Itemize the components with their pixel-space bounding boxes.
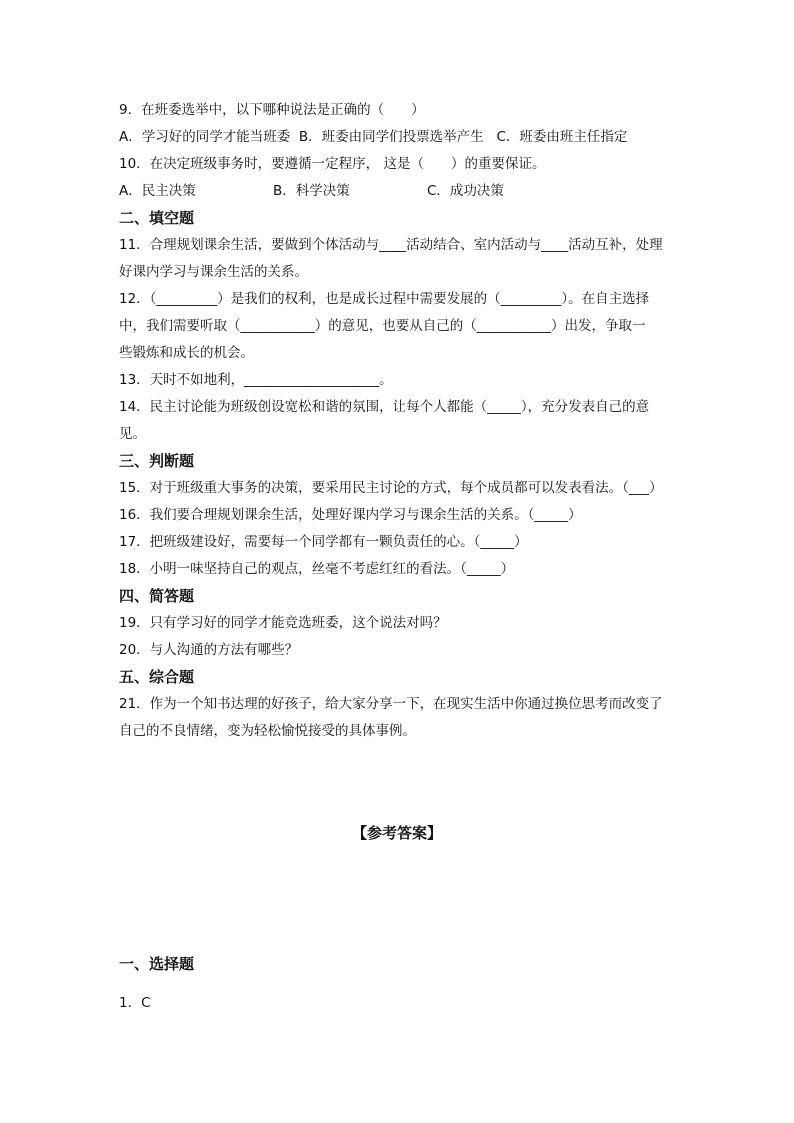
section-fill-in-title: 二、填空题 <box>119 209 195 227</box>
answer-section-choice-title: 一、选择题 <box>119 955 195 973</box>
question-14-line-2: 见。 <box>119 426 146 442</box>
answer-1: 1．C <box>119 995 151 1011</box>
section-comprehensive-title: 五、综合题 <box>119 668 195 686</box>
question-11-line-1: 11．合理规划课余生活，要做到个体活动与____活动结合、室内活动与____活动互补，处理 <box>119 237 663 253</box>
question-17: 17．把班级建设好，需要每一个同学都有一颗负责任的心。（_____） <box>119 534 528 550</box>
question-9-options: A．学习好的同学才能当班委 B．班委由同学们投票选举产生 C．班委由班主任指定 <box>119 129 628 145</box>
question-15: 15．对于班级重大事务的决策，要采用民主讨论的方式，每个成员都可以发表看法。（___） <box>119 480 663 496</box>
question-21-line-1: 21．作为一个知书达理的好孩子，给大家分享一下，在现实生活中你通过换位思考而改变了 <box>119 696 663 712</box>
question-12-line-2: 中，我们需要听取（___________）的意见，也要从自己的（___________）出发，争取一 <box>119 318 646 334</box>
section-short-answer-title: 四、简答题 <box>119 587 195 605</box>
question-14-line-1: 14．民主讨论能为班级创设宽松和谐的氛围，让每个人都能（_____），充分发表自己的意 <box>119 399 650 415</box>
question-21-line-2: 自己的不良情绪，变为轻松愉悦接受的具体事例。 <box>119 723 416 739</box>
question-12-line-3: 些锻炼和成长的机会。 <box>119 345 254 361</box>
question-20: 20．与人沟通的方法有哪些？ <box>119 642 299 658</box>
question-9-stem: 9．在班委选举中，以下哪种说法是正确的（ ） <box>119 102 425 118</box>
question-11-line-2: 好课内学习与课余生活的关系。 <box>119 264 308 280</box>
question-18: 18．小明一味坚持自己的观点，丝毫不考虑红红的看法。（_____） <box>119 561 515 577</box>
section-judgment-title: 三、判断题 <box>119 452 195 470</box>
question-13: 13．天时不如地利，____________________。 <box>119 372 393 388</box>
question-10-stem: 10．在决定班级事务时，要遵循一定程序， 这是（ ）的重要保证。 <box>119 156 546 172</box>
question-10-options: A．民主决策 B．科学决策 C．成功决策 <box>119 183 504 199</box>
question-19: 19．只有学习好的同学才能竞选班委，这个说法对吗？ <box>119 615 447 631</box>
question-12-line-1: 12．（_________）是我们的权利，也是成长过程中需要发展的（_________）。在自主选择 <box>119 291 650 307</box>
reference-answer-title: 【参考答案】 <box>351 824 442 842</box>
question-16: 16．我们要合理规划课余生活，处理好课内学习与课余生活的关系。（_____） <box>119 507 582 523</box>
